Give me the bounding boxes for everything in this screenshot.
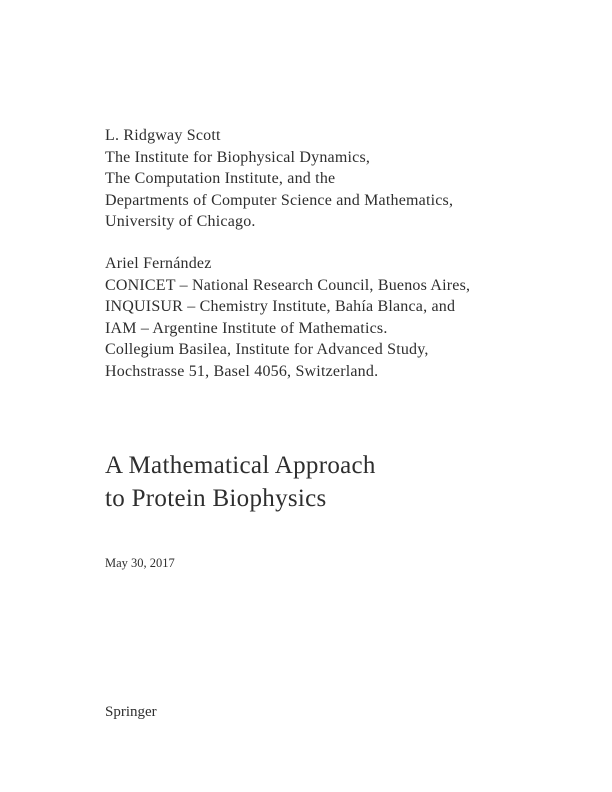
author-name: Ariel Fernández — [105, 255, 212, 272]
publisher-text: Springer — [105, 704, 157, 720]
author-affiliation-line: INQUISUR – Chemistry Institute, Bahía Blanca, and — [105, 298, 456, 316]
book-title — [105, 449, 376, 515]
author-affiliation-line: Departments of Computer Science and Mathematics, — [105, 191, 454, 209]
author-affiliation-line: IAM – Argentine Institute of Mathematics. — [105, 319, 388, 337]
author-block-fernandez — [105, 253, 470, 383]
author-affiliation-line: Collegium Basilea, Institute for Advanced Study, — [105, 341, 429, 359]
author-name: L. Ridgway Scott — [105, 127, 221, 144]
book-title-line-1: A Mathematical Approach — [105, 452, 376, 479]
author-affiliation-line: The Computation Institute, and the — [105, 170, 336, 188]
author-affiliation-line: CONICET – National Research Council, Buenos Aires, — [105, 276, 471, 294]
book-title-line-2: to Protein Biophysics — [105, 485, 327, 512]
author-affiliation-line: Hochstrasse 51, Basel 4056, Switzerland. — [105, 362, 379, 380]
author-affiliation-line: University of Chicago. — [105, 213, 256, 231]
author-block-scott — [105, 125, 453, 233]
author-affiliation-line: The Institute for Biophysical Dynamics, — [105, 148, 371, 166]
date-text: May 30, 2017 — [105, 556, 175, 570]
